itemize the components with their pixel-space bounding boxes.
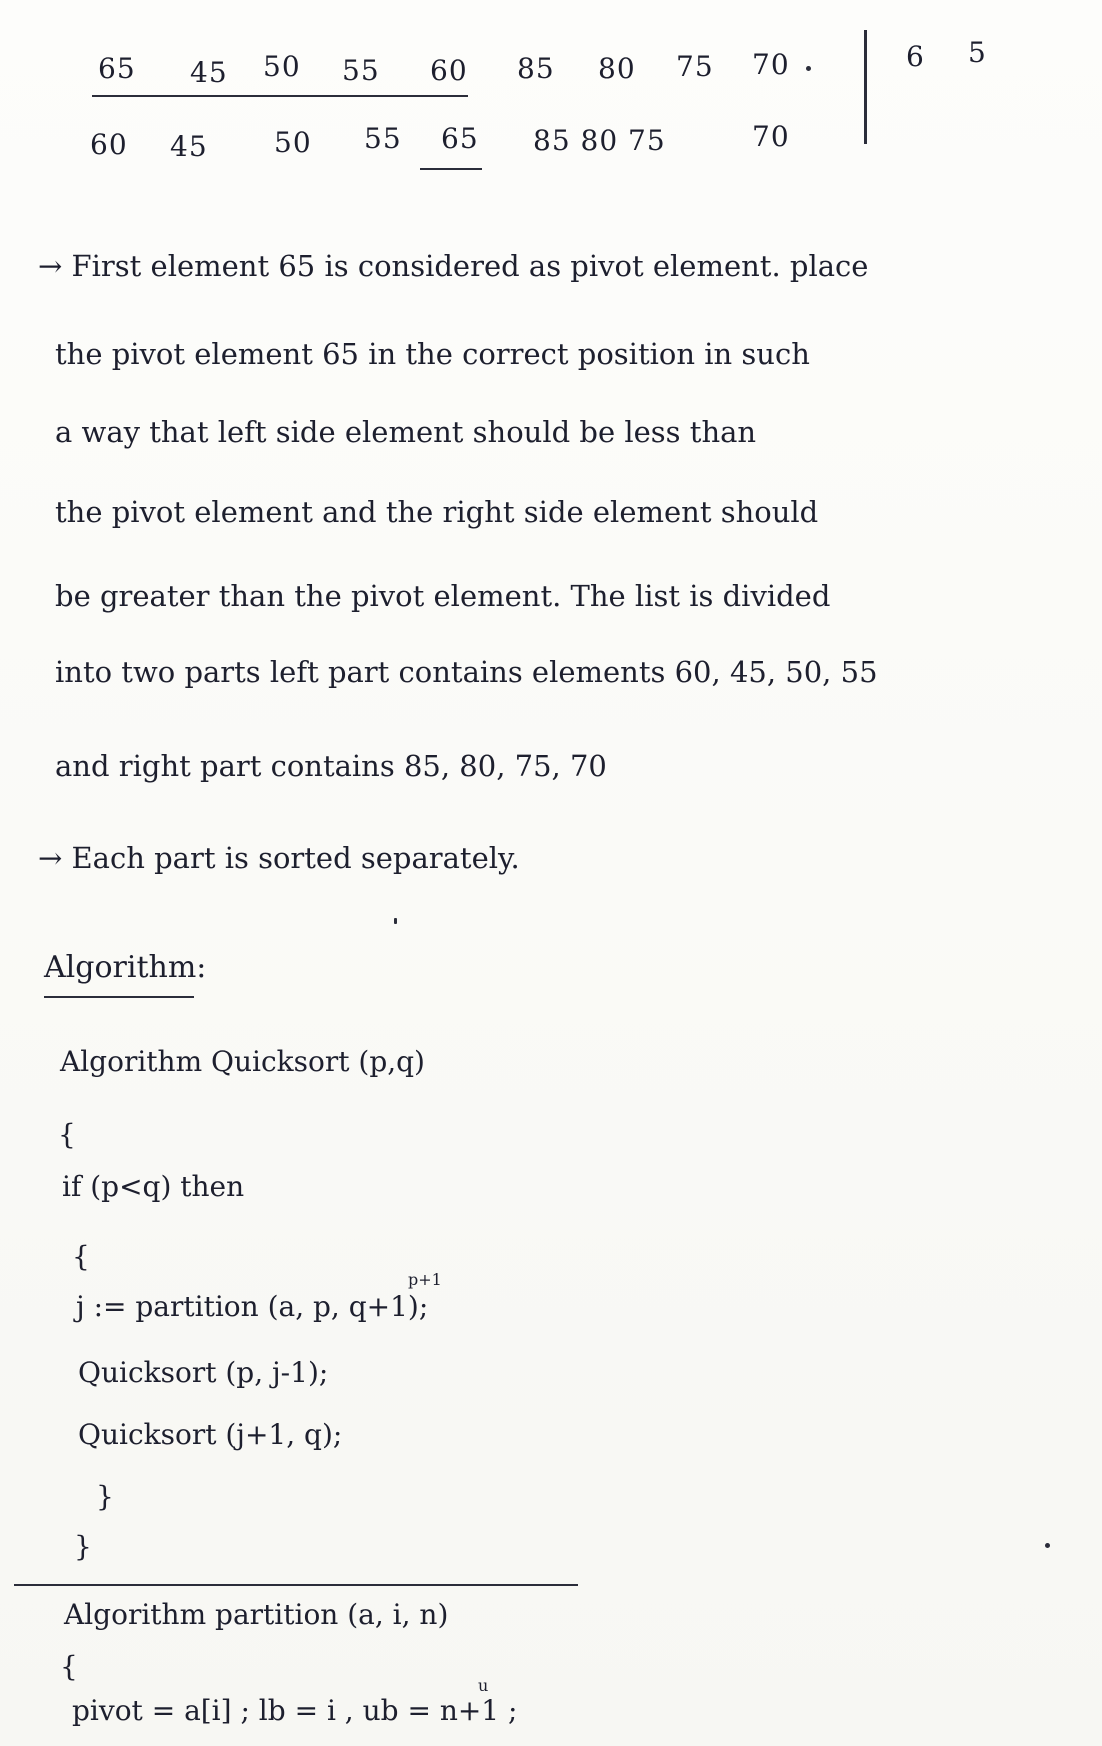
pivot-underline [420, 168, 482, 170]
array-value: 5 [968, 36, 987, 69]
dot-mark [806, 66, 811, 71]
array-value: 55 [364, 122, 402, 155]
vertical-separator [864, 30, 867, 144]
dot-mark [1045, 1543, 1050, 1548]
section-divider [14, 1584, 578, 1586]
array-value: 60 [430, 54, 468, 87]
brace-open: { [60, 1650, 78, 1683]
array-value: 50 [274, 126, 312, 159]
explanation-line: the pivot element and the right side element should [55, 495, 819, 529]
array-value: 60 [90, 128, 128, 161]
ub-note: u [478, 1676, 489, 1695]
explanation-line: a way that left side element should be less than [55, 415, 757, 449]
array-value: 6 [906, 40, 925, 73]
array-value: 75 [676, 50, 714, 83]
if-statement: if (p<q) then [62, 1170, 245, 1203]
heading-underline [44, 996, 194, 998]
array-value: 85 80 75 [533, 124, 666, 157]
array-value: 45 [190, 56, 228, 89]
dot-mark [394, 918, 397, 924]
underline-divider [92, 95, 468, 97]
pivot-init: pivot = a[i] ; lb = i , ub = n+1 ; [72, 1694, 518, 1727]
brace-close: } [96, 1480, 114, 1513]
array-value: 85 [517, 52, 555, 85]
brace-open: { [58, 1118, 76, 1151]
brace-open: { [72, 1240, 90, 1273]
array-value: 55 [342, 54, 380, 87]
array-value: 65 [98, 52, 136, 85]
partition-correction-note: p+1 [408, 1270, 442, 1289]
explanation-line: → First element 65 is considered as pivot element. place [38, 249, 869, 283]
partition-call: j := partition (a, p, q+1); [76, 1290, 429, 1323]
quicksort-title: Algorithm Quicksort (p,q) [60, 1045, 425, 1078]
explanation-line: → Each part is sorted separately. [38, 841, 520, 875]
array-value: 80 [598, 52, 636, 85]
array-value: 50 [263, 50, 301, 83]
explanation-line: and right part contains 85, 80, 75, 70 [55, 749, 607, 783]
algorithm-heading: Algorithm: [44, 950, 207, 985]
explanation-line: the pivot element 65 in the correct position in such [55, 337, 810, 371]
quicksort-left-call: Quicksort (p, j-1); [78, 1356, 329, 1389]
partition-title: Algorithm partition (a, i, n) [64, 1598, 449, 1631]
quicksort-right-call: Quicksort (j+1, q); [78, 1418, 343, 1451]
brace-close: } [74, 1530, 92, 1563]
array-value: 65 [441, 122, 479, 155]
explanation-line: be greater than the pivot element. The list is divided [55, 579, 831, 613]
array-value: 45 [170, 130, 208, 163]
explanation-line: into two parts left part contains elements 60, 45, 50, 55 [55, 655, 878, 689]
array-value: 70 [752, 120, 790, 153]
array-value: 70 [752, 48, 790, 81]
